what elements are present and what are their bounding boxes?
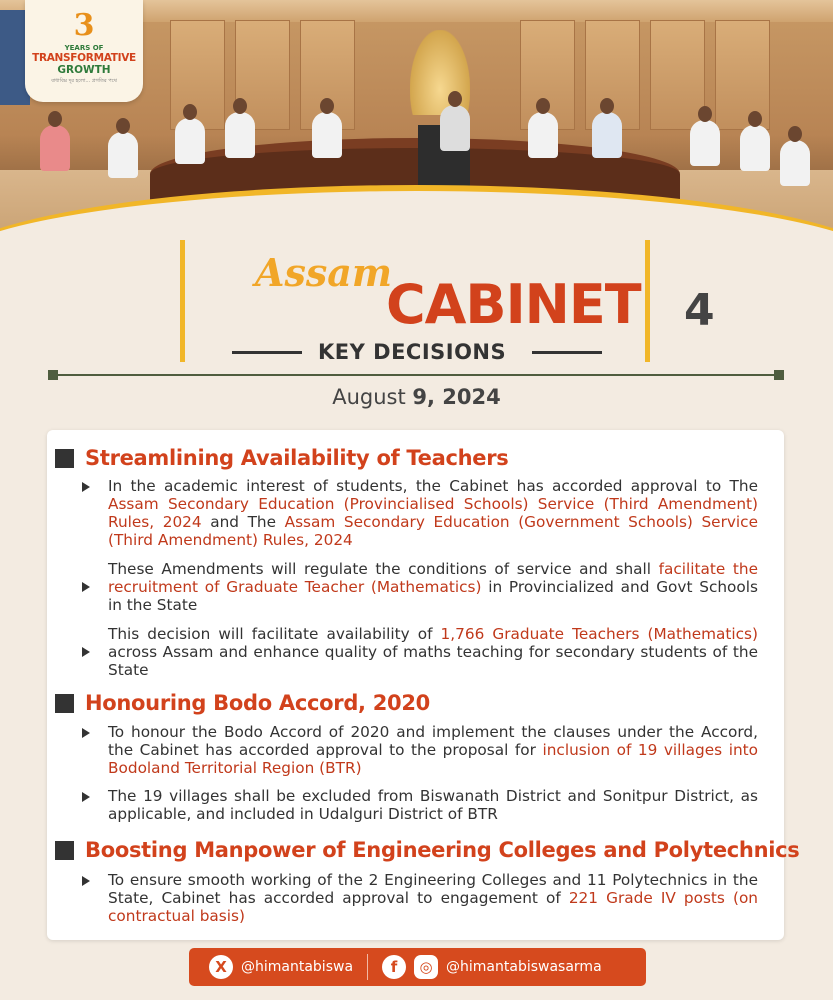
arrow-bullet-icon — [82, 728, 90, 738]
section-square-icon — [55, 449, 74, 468]
section-title: Honouring Bodo Accord, 2020 — [85, 691, 430, 715]
body-text: To ensure smooth working of the 2 Engineering Colleges and 11 Polytechnics in the State, Cabinet has accorded approval to engagement of — [108, 871, 758, 907]
body-text: The 19 villages shall be excluded from Biswanath District and Sonitpur District, as applicable, and included in Udalguri District of BTR — [108, 787, 758, 823]
decision-point — [82, 560, 758, 614]
edition-number: 4 — [684, 285, 715, 336]
badge-line2: TRANSFORMATIVE — [32, 52, 136, 64]
facebook-icon[interactable]: f — [382, 955, 406, 979]
decision-text — [108, 560, 758, 614]
body-text: These Amendments will regulate the conditions of service and shall — [108, 560, 659, 578]
title-right-bar — [645, 240, 650, 362]
body-text: in Provincialized and Govt Schools in the State — [108, 578, 758, 614]
divider-rule — [53, 374, 778, 376]
arrow-bullet-icon — [82, 482, 90, 492]
highlighted-text: facilitate the recruitment of Graduate Teacher (Mathematics) — [108, 560, 759, 596]
arrow-bullet-icon — [82, 647, 90, 657]
title-script: Assam — [255, 250, 393, 295]
decision-text — [108, 871, 758, 925]
subtitle-line-right — [532, 351, 602, 354]
instagram-icon[interactable]: ◎ — [414, 955, 438, 979]
decision-date — [0, 385, 833, 409]
decision-point — [82, 625, 758, 679]
date-day-year: 9, 2024 — [412, 385, 501, 409]
body-text: and The — [201, 513, 285, 531]
years-of-growth-logo — [25, 0, 143, 102]
badge-line3: GROWTH — [57, 64, 111, 76]
social-footer — [189, 948, 646, 986]
x-icon[interactable]: X — [209, 955, 233, 979]
decision-text — [108, 477, 758, 549]
badge-line1: YEARS OF — [64, 44, 104, 52]
arrow-bullet-icon — [82, 582, 90, 592]
footer-separator — [367, 954, 368, 980]
fb-ig-handle-link[interactable]: @himantabiswasarma — [446, 959, 602, 975]
body-text: To honour the Bodo Accord of 2020 and implement the clauses under the Accord, the Cabinet has accorded approval to the proposal for — [108, 723, 758, 759]
highlighted-text: 221 Grade IV posts (on contractual basis) — [108, 889, 758, 925]
subtitle-line-left — [232, 351, 302, 354]
section-square-icon — [55, 841, 74, 860]
badge-tagline: বাধাবিঘ্ন দূর হলো... প্রগতির পথে — [51, 78, 117, 84]
badge-number: 3 — [73, 8, 95, 43]
decision-point — [82, 787, 758, 823]
decision-point — [82, 871, 758, 925]
section-square-icon — [55, 694, 74, 713]
section-heading — [55, 446, 508, 470]
body-text: In the academic interest of students, the Cabinet has accorded approval to The — [108, 477, 758, 495]
page-subtitle: KEY DECISIONS — [318, 340, 507, 364]
decision-text — [108, 625, 758, 679]
highlighted-text: Assam Secondary Education (Provincialised Schools) Service (Third Amendment) Rules, 2024 — [108, 495, 758, 531]
divider-end-left — [48, 370, 58, 380]
decision-text — [108, 723, 758, 777]
decision-text — [108, 787, 758, 823]
highlighted-text: Assam Secondary Education (Government Schools) Service (Third Amendment) Rules, 2024 — [108, 513, 758, 549]
section-heading — [55, 838, 799, 862]
highlighted-text: 1,766 Graduate Teachers (Mathematics) — [440, 625, 758, 643]
highlighted-text: inclusion of 19 villages into Bodoland Territorial Region (BTR) — [108, 741, 758, 777]
page-title: CABINET — [386, 273, 641, 336]
arrow-bullet-icon — [82, 792, 90, 802]
x-handle-link[interactable]: @himantabiswa — [241, 959, 354, 975]
date-month: August — [332, 385, 406, 409]
arrow-bullet-icon — [82, 876, 90, 886]
decision-point — [82, 723, 758, 777]
body-text: across Assam and enhance quality of maths teaching for secondary students of the State — [108, 643, 758, 679]
section-title: Streamlining Availability of Teachers — [85, 446, 509, 470]
section-title: Boosting Manpower of Engineering Colleges and Polytechnics — [85, 838, 800, 862]
decision-point — [82, 477, 758, 549]
section-heading — [55, 691, 430, 715]
body-text: This decision will facilitate availability of — [108, 625, 441, 643]
divider-end-right — [774, 370, 784, 380]
title-left-bar — [180, 240, 185, 362]
